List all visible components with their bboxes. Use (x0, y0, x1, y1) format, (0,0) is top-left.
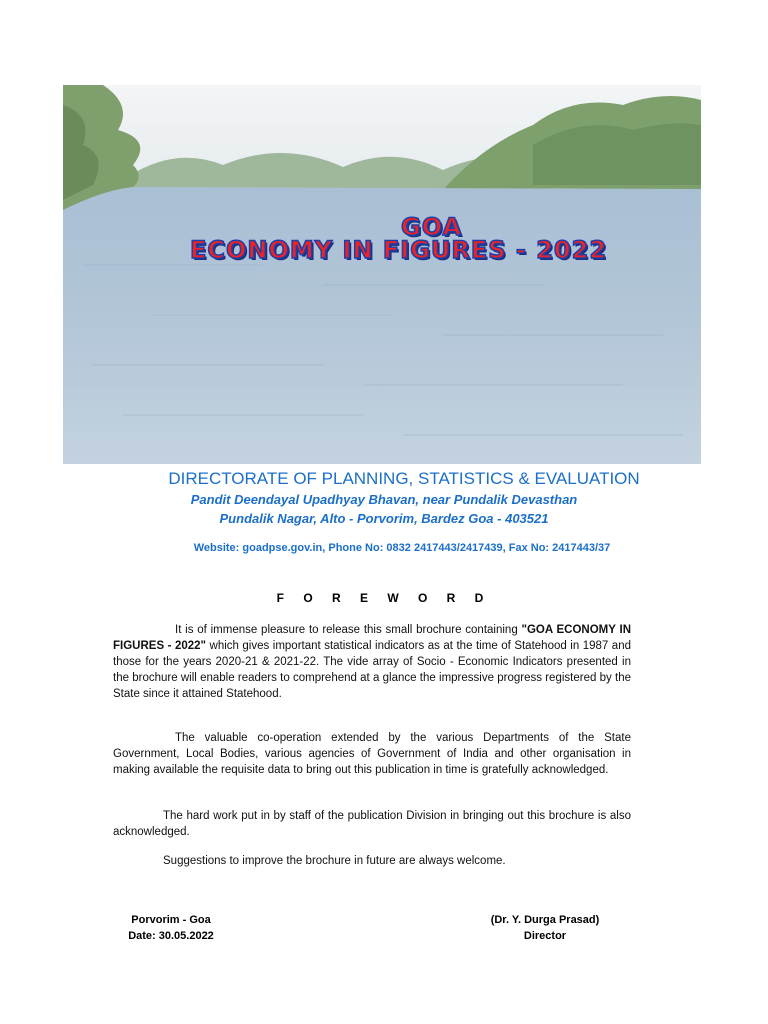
foreword-paragraph-4 (113, 853, 631, 869)
signatory-name: (Dr. Y. Durga Prasad) (490, 914, 600, 926)
p1-rest: which gives important statistical indicators as at the time of Statehood in 1987 and those for the years 2020-21 & 2021-22. The vide array of Socio - Economic Indicators presented in the brochure will enable readers to comprehend at a glance the impressive progress registered by the State since it attained Statehood. (113, 640, 631, 700)
signatory-designation: Director (523, 930, 567, 942)
p2-text: The valuable co-operation extended by the various Departments of the State Government, Local Bodies, various agencies of Government of India and other organisation in making available the requisite data to bring out this publication in time is gratefully acknowledged. (113, 732, 631, 776)
cover-title-line2: ECONOMY IN FIGURES - 2022 (190, 236, 608, 264)
foreword-heading: F O R E W O R D (276, 591, 492, 605)
p4-text: Suggestions to improve the brochure in future are always welcome. (163, 855, 506, 867)
address-line1: Pandit Deendayal Upadhyay Bhavan, near Pundalik Devasthan (190, 492, 578, 507)
river-landscape-image (63, 85, 701, 464)
cover-photo (63, 85, 701, 464)
contact-info: Website: goadpse.gov.in, Phone No: 0832 2417443/2417439, Fax No: 2417443/37 (193, 542, 611, 554)
organization-name: DIRECTORATE OF PLANNING, STATISTICS & EVALUATION (168, 469, 640, 488)
foreword-paragraph-1 (113, 622, 631, 702)
address-line2: Pundalik Nagar, Alto - Porvorim, Bardez Goa - 403521 (219, 511, 549, 526)
signature-place-date (116, 912, 226, 944)
cover-title-line1: GOA (401, 213, 463, 241)
signature-date: Date: 30.05.2022 (128, 930, 214, 942)
signature-place: Porvorim - Goa (131, 914, 211, 926)
p1-bold-title: "GOA ECONOMY IN FIGURES - 2022" (113, 624, 631, 652)
foreword-paragraph-2 (113, 730, 631, 778)
signature-signatory (466, 912, 624, 944)
p1-lead: It is of immense pleasure to release this small brochure containing (175, 624, 518, 636)
p3-text: The hard work put in by staff of the publication Division in bringing out this brochure is also acknowledged. (113, 810, 631, 838)
foreword-paragraph-3 (113, 808, 631, 840)
